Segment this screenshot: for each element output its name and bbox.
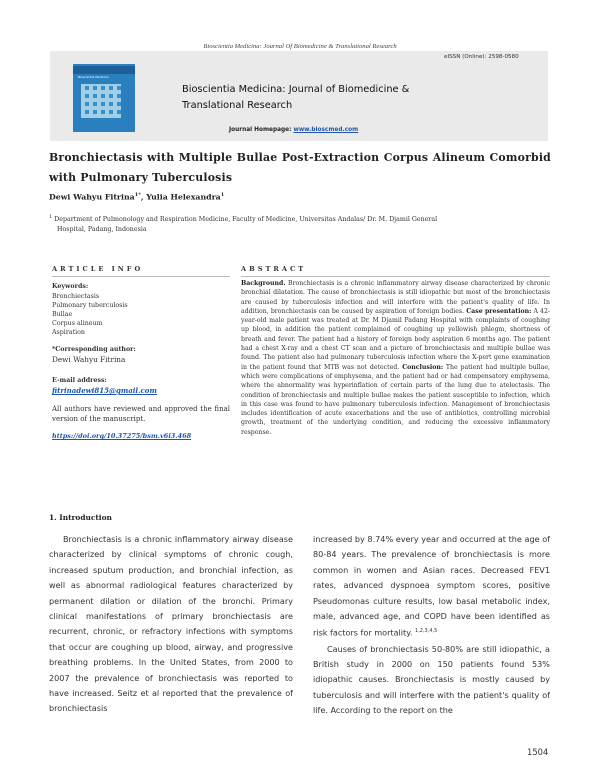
keyword: Pulmonary tuberculosis <box>52 302 128 309</box>
paper-title: Bronchiectasis with Multiple Bullae Post-Extraction Corpus Alineum Comorbid with Pulmonary Tuberculosis <box>49 151 551 184</box>
page-number: 1504 <box>527 747 549 757</box>
journal-cover-image <box>73 64 135 132</box>
divider <box>52 276 230 277</box>
corresponding-name: Dewi Wahyu Fitrina <box>52 355 126 364</box>
affiliation: $^1$ Department of Pulmonology and Respiration Medicine, Faculty of Medicine, Universitas Andalas/ Dr. M. Djamil General Hospital, Padang, Indonesia <box>49 214 438 234</box>
article-info-heading: ARTICLE INFO <box>52 265 144 273</box>
cover-title: Bioscientia Medicina <box>78 75 109 79</box>
abstract-heading: ABSTRACT <box>241 265 307 273</box>
body-column-left: Bronchiectasis is a chronic inflammatory airway disease characterized by clinical symptoms of chronic cough, increased sputum production, and bronchial infection, as well as abnormal radiological features characterized by permanent dilation or dilation of the bronchi. Primary clinical manifestations of primary bronchiectasis are recurrent, chronic, or refractory infections with symptoms that occur are coughing up blood, airway, and progressive breathing problems. In the United States, from 2000 to 2007 the prevalence of bronchiectasis was reported to have increased. Seitz et al reported that the prevalence of bronchiectasis <box>49 534 293 714</box>
homepage-link[interactable]: www.bioscmed.com <box>293 127 359 133</box>
journal-title: Bioscientia Medicina: Journal of Biomedicine & Translational Research <box>182 84 410 111</box>
keyword: Bullae <box>52 311 73 318</box>
divider <box>241 276 550 277</box>
body-column-right: increased by 8.74% every year and occurred at the age of 80-84 years. The prevalence of bronchiectasis is more common in women and Asian races. Decreased FEV1 rates, advanced dyspnoea symptom scores, positive Pseudomonas culture results, low basal metabolic index, male, advanced age, and COPD have been identified as risk factors for mortality. $^{1,2,3,4,5}$ Causes of bronchiectasis 50-80% are still idiopathic, a British study in 2000 on 150 patients found 53% idiopathic causes. Bronchiectasis is mostly caused by tuberculosis and will interfere with the patient's quality of life. According to the report on the <box>313 534 550 716</box>
keyword: Corpus alineum <box>52 320 103 327</box>
corresponding-label: *Corresponding author: <box>52 346 136 353</box>
doi-link[interactable]: https://doi.org/10.37275/bsm.v6i3.468 <box>52 432 192 440</box>
keyword: Aspiration <box>52 329 85 336</box>
journal-homepage: Journal Homepage: www.bioscmed.com <box>229 127 359 133</box>
article-info <box>52 282 230 441</box>
section-heading: 1. Introduction <box>49 513 112 522</box>
keyword: Bronchiectasis <box>52 293 100 300</box>
abstract-body: Background. Bronchiectasis is a chronic inflammatory airway disease characterized by chronic bronchial dilatation. The cause of bronchiectasis is still idiopathic but most of the bronchiectasis are caused by tuberculosis infection and will interfere with the patient's quality of life. In addition, bronchiectasis can be caused by aspiration of foreign bodies. Case presentation: A 42-year-old male patient was treated at Dr. M Djamil Padang Hospital with complaints of coughing up blood, in addition the patient complained of coughing up yellowish phlegm, shortness of breath and fever. The patient had a history of foreign body aspiration 6 months ago. The patient had a chest X-ray and a chest CT scan and a picture of bronchiectasis and multiple bullae was found. The patient also had pulmonary tuberculosis infection where the X-pert gene examination in the patient found that MTB was not detected. Conclusion: The patient had multiple bullae, which were complications of emphysema, and the patient had or had compensatory emphysema, where the abnormality was hyperinflation of certain parts of the lung due to atelectasis. The condition of bronchiectasis and multiple bullae makes the patient susceptible to infection, which in this case was found to have pulmonary tuberculosis infection. Management of bronchiectasis includes identification of acute exacerbations and the use of antibiotics, controlling microbial growth, treatment of the underlying condition, and reducing the excessive inflammatory response. <box>241 280 550 436</box>
approval-statement: All authors have reviewed and approved the final version of the manuscript. <box>52 405 230 423</box>
eissn: eISSN (Online): 2598-0580 <box>444 54 519 60</box>
authors: Dewi Wahyu Fitrina$^{1*}$, Yulia Helexandra$^1$ <box>49 192 225 202</box>
running-header: Bioscientia Medicina: Journal Of Biomedicine & Translational Research <box>203 43 397 50</box>
keywords-label: Keywords: <box>52 283 89 290</box>
email-label: E-mail address: <box>52 377 107 384</box>
email-link[interactable]: fitrinadewi815@gmail.com <box>52 386 157 395</box>
